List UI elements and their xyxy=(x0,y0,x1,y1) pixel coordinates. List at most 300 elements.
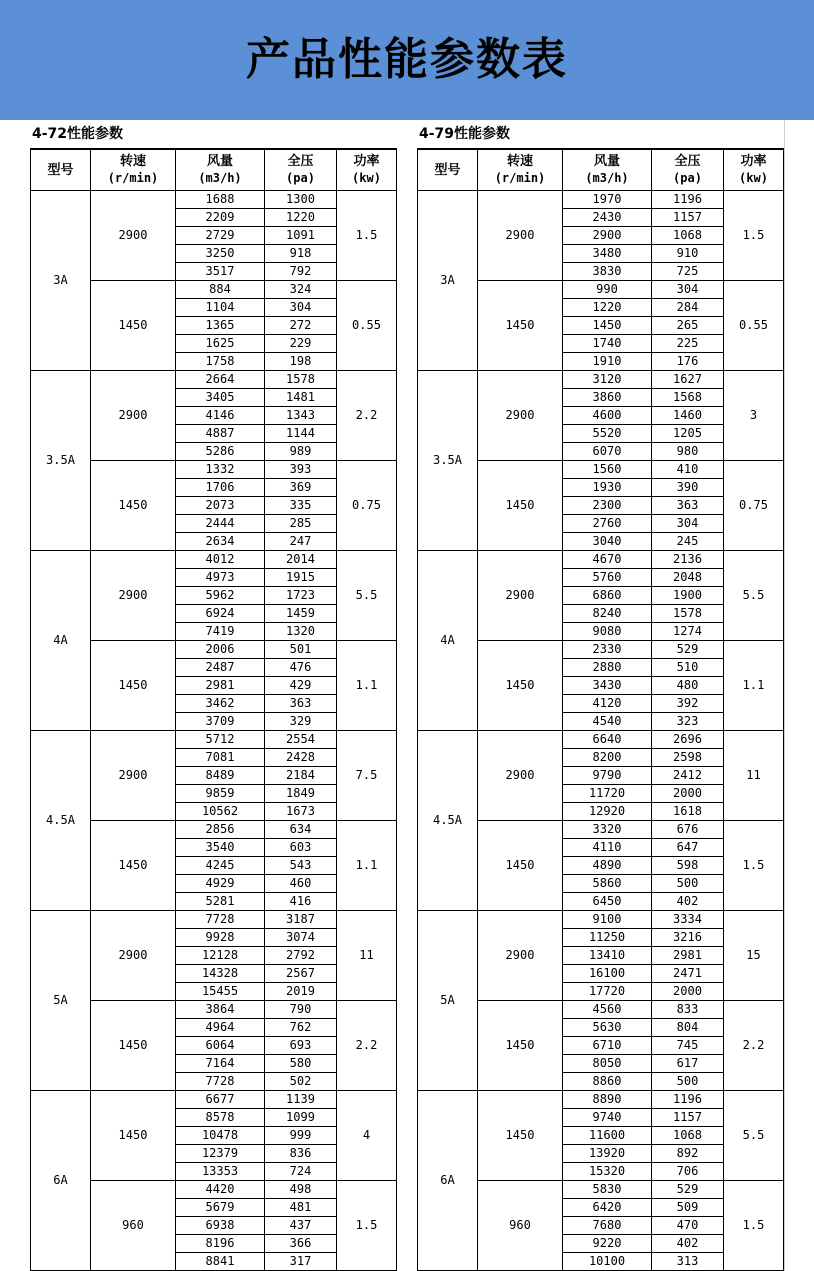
pressure-cell: 1274 xyxy=(652,623,724,641)
pressure-cell: 804 xyxy=(652,1019,724,1037)
airflow-cell: 8578 xyxy=(176,1109,265,1127)
speed-cell: 1450 xyxy=(478,1091,563,1181)
airflow-cell: 2900 xyxy=(563,227,652,245)
airflow-cell: 6064 xyxy=(176,1037,265,1055)
airflow-cell: 8841 xyxy=(176,1253,265,1271)
power-cell: 5.5 xyxy=(337,551,397,641)
power-cell: 11 xyxy=(337,911,397,1001)
title-banner xyxy=(0,0,814,120)
pressure-cell: 2000 xyxy=(652,785,724,803)
airflow-cell: 1706 xyxy=(176,479,265,497)
pressure-cell: 335 xyxy=(265,497,337,515)
pressure-cell: 2567 xyxy=(265,965,337,983)
airflow-cell: 2760 xyxy=(563,515,652,533)
speed-cell: 1450 xyxy=(478,821,563,911)
airflow-cell: 4560 xyxy=(563,1001,652,1019)
airflow-cell: 3250 xyxy=(176,245,265,263)
pressure-cell: 529 xyxy=(652,641,724,659)
pressure-cell: 2184 xyxy=(265,767,337,785)
pressure-cell: 476 xyxy=(265,659,337,677)
pressure-cell: 416 xyxy=(265,893,337,911)
pressure-cell: 2471 xyxy=(652,965,724,983)
airflow-cell: 4973 xyxy=(176,569,265,587)
airflow-cell: 4600 xyxy=(563,407,652,425)
header-row xyxy=(31,150,397,191)
airflow-cell: 1104 xyxy=(176,299,265,317)
pressure-cell: 1196 xyxy=(652,191,724,209)
airflow-cell: 6640 xyxy=(563,731,652,749)
pressure-cell: 2048 xyxy=(652,569,724,587)
model-cell: 4.5A xyxy=(31,731,91,911)
airflow-cell: 16100 xyxy=(563,965,652,983)
airflow-cell: 2006 xyxy=(176,641,265,659)
table-row xyxy=(31,551,397,569)
airflow-cell: 884 xyxy=(176,281,265,299)
pressure-cell: 1205 xyxy=(652,425,724,443)
speed-cell: 2900 xyxy=(478,371,563,461)
airflow-cell: 1740 xyxy=(563,335,652,353)
model-cell: 3A xyxy=(418,191,478,371)
pressure-cell: 501 xyxy=(265,641,337,659)
pressure-cell: 603 xyxy=(265,839,337,857)
airflow-cell: 1332 xyxy=(176,461,265,479)
airflow-cell: 2664 xyxy=(176,371,265,389)
airflow-cell: 7680 xyxy=(563,1217,652,1235)
pressure-cell: 329 xyxy=(265,713,337,731)
pressure-cell: 1220 xyxy=(265,209,337,227)
table-row xyxy=(418,911,784,929)
pressure-cell: 2019 xyxy=(265,983,337,1001)
airflow-cell: 3040 xyxy=(563,533,652,551)
model-cell: 4A xyxy=(31,551,91,731)
pressure-cell: 1144 xyxy=(265,425,337,443)
airflow-cell: 8200 xyxy=(563,749,652,767)
sheet-gridline xyxy=(784,120,785,1271)
speed-cell: 2900 xyxy=(478,731,563,821)
airflow-cell: 6450 xyxy=(563,893,652,911)
speed-cell: 2900 xyxy=(478,551,563,641)
table-row xyxy=(31,1091,397,1109)
pressure-cell: 1578 xyxy=(265,371,337,389)
airflow-cell: 5830 xyxy=(563,1181,652,1199)
power-cell: 1.1 xyxy=(337,641,397,731)
pressure-cell: 323 xyxy=(652,713,724,731)
pressure-cell: 304 xyxy=(652,515,724,533)
airflow-cell: 990 xyxy=(563,281,652,299)
pressure-cell: 1459 xyxy=(265,605,337,623)
pressure-cell: 460 xyxy=(265,875,337,893)
airflow-cell: 9100 xyxy=(563,911,652,929)
power-cell: 5.5 xyxy=(724,1091,784,1181)
airflow-cell: 4540 xyxy=(563,713,652,731)
pressure-cell: 313 xyxy=(652,1253,724,1271)
pressure-cell: 392 xyxy=(652,695,724,713)
pressure-cell: 2428 xyxy=(265,749,337,767)
airflow-cell: 10478 xyxy=(176,1127,265,1145)
pressure-cell: 285 xyxy=(265,515,337,533)
pressure-cell: 366 xyxy=(265,1235,337,1253)
airflow-cell: 5860 xyxy=(563,875,652,893)
table-body xyxy=(31,191,397,1271)
pressure-cell: 836 xyxy=(265,1145,337,1163)
header-pressure: 全压 (pa) xyxy=(652,150,724,191)
pressure-cell: 598 xyxy=(652,857,724,875)
pressure-cell: 498 xyxy=(265,1181,337,1199)
airflow-cell: 5679 xyxy=(176,1199,265,1217)
pressure-cell: 363 xyxy=(265,695,337,713)
speed-cell: 2900 xyxy=(91,731,176,821)
power-cell: 2.2 xyxy=(337,371,397,461)
pressure-cell: 1139 xyxy=(265,1091,337,1109)
pressure-cell: 910 xyxy=(652,245,724,263)
speed-cell: 1450 xyxy=(91,821,176,911)
power-cell: 0.55 xyxy=(337,281,397,371)
pressure-cell: 500 xyxy=(652,875,724,893)
pressure-cell: 1343 xyxy=(265,407,337,425)
airflow-cell: 7728 xyxy=(176,1073,265,1091)
airflow-cell: 2729 xyxy=(176,227,265,245)
speed-cell: 2900 xyxy=(91,371,176,461)
airflow-cell: 2073 xyxy=(176,497,265,515)
pressure-cell: 1915 xyxy=(265,569,337,587)
model-cell: 6A xyxy=(418,1091,478,1271)
airflow-cell: 3430 xyxy=(563,677,652,695)
speed-cell: 960 xyxy=(478,1181,563,1271)
power-cell: 1.5 xyxy=(337,1181,397,1271)
speed-cell: 2900 xyxy=(478,191,563,281)
pressure-cell: 792 xyxy=(265,263,337,281)
airflow-cell: 3120 xyxy=(563,371,652,389)
airflow-cell: 1560 xyxy=(563,461,652,479)
pressure-cell: 500 xyxy=(652,1073,724,1091)
pressure-cell: 2000 xyxy=(652,983,724,1001)
model-cell: 6A xyxy=(31,1091,91,1271)
power-cell: 1.1 xyxy=(337,821,397,911)
airflow-cell: 6677 xyxy=(176,1091,265,1109)
power-cell: 0.75 xyxy=(337,461,397,551)
power-cell: 1.5 xyxy=(724,191,784,281)
pressure-cell: 980 xyxy=(652,443,724,461)
airflow-cell: 2856 xyxy=(176,821,265,839)
power-cell: 0.75 xyxy=(724,461,784,551)
airflow-cell: 6710 xyxy=(563,1037,652,1055)
table-title: 4-79性能参数 xyxy=(417,120,784,149)
table-row xyxy=(31,911,397,929)
pressure-cell: 393 xyxy=(265,461,337,479)
model-cell: 5A xyxy=(31,911,91,1091)
pressure-cell: 1673 xyxy=(265,803,337,821)
power-cell: 2.2 xyxy=(724,1001,784,1091)
airflow-cell: 11720 xyxy=(563,785,652,803)
airflow-cell: 12128 xyxy=(176,947,265,965)
airflow-cell: 1970 xyxy=(563,191,652,209)
airflow-cell: 4245 xyxy=(176,857,265,875)
airflow-cell: 5760 xyxy=(563,569,652,587)
airflow-cell: 15320 xyxy=(563,1163,652,1181)
table-panel-4-72 xyxy=(30,120,397,1271)
pressure-cell: 634 xyxy=(265,821,337,839)
airflow-cell: 3462 xyxy=(176,695,265,713)
pressure-cell: 324 xyxy=(265,281,337,299)
power-cell: 1.5 xyxy=(724,821,784,911)
airflow-cell: 7081 xyxy=(176,749,265,767)
pressure-cell: 2014 xyxy=(265,551,337,569)
pressure-cell: 3216 xyxy=(652,929,724,947)
airflow-cell: 2300 xyxy=(563,497,652,515)
speed-cell: 1450 xyxy=(91,461,176,551)
airflow-cell: 3830 xyxy=(563,263,652,281)
pressure-cell: 437 xyxy=(265,1217,337,1235)
airflow-cell: 11600 xyxy=(563,1127,652,1145)
pressure-cell: 245 xyxy=(652,533,724,551)
airflow-cell: 2209 xyxy=(176,209,265,227)
header-pressure: 全压 (pa) xyxy=(265,150,337,191)
airflow-cell: 1910 xyxy=(563,353,652,371)
pressure-cell: 1578 xyxy=(652,605,724,623)
pressure-cell: 790 xyxy=(265,1001,337,1019)
table-body xyxy=(418,191,784,1271)
airflow-cell: 11250 xyxy=(563,929,652,947)
airflow-cell: 15455 xyxy=(176,983,265,1001)
pressure-cell: 470 xyxy=(652,1217,724,1235)
pressure-cell: 1157 xyxy=(652,1109,724,1127)
airflow-cell: 8240 xyxy=(563,605,652,623)
speed-cell: 2900 xyxy=(91,551,176,641)
table-row xyxy=(418,1091,784,1109)
speed-cell: 960 xyxy=(91,1181,176,1271)
airflow-cell: 6924 xyxy=(176,605,265,623)
pressure-cell: 402 xyxy=(652,1235,724,1253)
pressure-cell: 509 xyxy=(652,1199,724,1217)
pressure-cell: 762 xyxy=(265,1019,337,1037)
pressure-cell: 1723 xyxy=(265,587,337,605)
pressure-cell: 317 xyxy=(265,1253,337,1271)
airflow-cell: 2430 xyxy=(563,209,652,227)
pressure-cell: 2554 xyxy=(265,731,337,749)
header-row xyxy=(418,150,784,191)
airflow-cell: 3405 xyxy=(176,389,265,407)
speed-cell: 1450 xyxy=(91,641,176,731)
table-row xyxy=(31,371,397,389)
pressure-cell: 1099 xyxy=(265,1109,337,1127)
power-cell: 7.5 xyxy=(337,731,397,821)
airflow-cell: 3517 xyxy=(176,263,265,281)
airflow-cell: 4110 xyxy=(563,839,652,857)
pressure-cell: 543 xyxy=(265,857,337,875)
model-cell: 5A xyxy=(418,911,478,1091)
pressure-cell: 198 xyxy=(265,353,337,371)
pressure-cell: 247 xyxy=(265,533,337,551)
model-cell: 4A xyxy=(418,551,478,731)
airflow-cell: 4890 xyxy=(563,857,652,875)
pressure-cell: 1627 xyxy=(652,371,724,389)
header-speed: 转速 (r/min) xyxy=(91,150,176,191)
airflow-cell: 1450 xyxy=(563,317,652,335)
airflow-cell: 8196 xyxy=(176,1235,265,1253)
pressure-cell: 272 xyxy=(265,317,337,335)
pressure-cell: 480 xyxy=(652,677,724,695)
airflow-cell: 8890 xyxy=(563,1091,652,1109)
pressure-cell: 2981 xyxy=(652,947,724,965)
header-airflow: 风量 (m3/h) xyxy=(176,150,265,191)
airflow-cell: 10562 xyxy=(176,803,265,821)
pressure-cell: 1068 xyxy=(652,227,724,245)
pressure-cell: 176 xyxy=(652,353,724,371)
airflow-cell: 8489 xyxy=(176,767,265,785)
airflow-cell: 4120 xyxy=(563,695,652,713)
pressure-cell: 429 xyxy=(265,677,337,695)
header-model: 型号 xyxy=(31,150,91,191)
airflow-cell: 2330 xyxy=(563,641,652,659)
pressure-cell: 510 xyxy=(652,659,724,677)
pressure-cell: 304 xyxy=(265,299,337,317)
pressure-cell: 284 xyxy=(652,299,724,317)
model-cell: 4.5A xyxy=(418,731,478,911)
airflow-cell: 5630 xyxy=(563,1019,652,1037)
header-power: 功率 (kw) xyxy=(724,150,784,191)
airflow-cell: 4964 xyxy=(176,1019,265,1037)
airflow-cell: 1220 xyxy=(563,299,652,317)
page-title: 产品性能参数表 xyxy=(246,34,568,85)
speed-cell: 1450 xyxy=(478,281,563,371)
power-cell: 15 xyxy=(724,911,784,1001)
airflow-cell: 14328 xyxy=(176,965,265,983)
power-cell: 0.55 xyxy=(724,281,784,371)
power-cell: 5.5 xyxy=(724,551,784,641)
table-row xyxy=(31,191,397,209)
airflow-cell: 6070 xyxy=(563,443,652,461)
speed-cell: 1450 xyxy=(91,281,176,371)
pressure-cell: 229 xyxy=(265,335,337,353)
pressure-cell: 706 xyxy=(652,1163,724,1181)
power-cell: 1.5 xyxy=(337,191,397,281)
pressure-cell: 369 xyxy=(265,479,337,497)
pressure-cell: 1091 xyxy=(265,227,337,245)
airflow-cell: 9928 xyxy=(176,929,265,947)
power-cell: 3 xyxy=(724,371,784,461)
pressure-cell: 989 xyxy=(265,443,337,461)
airflow-cell: 1365 xyxy=(176,317,265,335)
performance-table xyxy=(30,149,397,1271)
pressure-cell: 304 xyxy=(652,281,724,299)
pressure-cell: 1618 xyxy=(652,803,724,821)
airflow-cell: 13353 xyxy=(176,1163,265,1181)
airflow-cell: 3540 xyxy=(176,839,265,857)
airflow-cell: 12920 xyxy=(563,803,652,821)
airflow-cell: 3320 xyxy=(563,821,652,839)
airflow-cell: 9790 xyxy=(563,767,652,785)
pressure-cell: 647 xyxy=(652,839,724,857)
airflow-cell: 6420 xyxy=(563,1199,652,1217)
pressure-cell: 1460 xyxy=(652,407,724,425)
pressure-cell: 724 xyxy=(265,1163,337,1181)
pressure-cell: 3334 xyxy=(652,911,724,929)
airflow-cell: 4670 xyxy=(563,551,652,569)
airflow-cell: 2880 xyxy=(563,659,652,677)
performance-table xyxy=(417,149,784,1271)
pressure-cell: 1849 xyxy=(265,785,337,803)
pressure-cell: 1300 xyxy=(265,191,337,209)
pressure-cell: 745 xyxy=(652,1037,724,1055)
header-model: 型号 xyxy=(418,150,478,191)
airflow-cell: 12379 xyxy=(176,1145,265,1163)
model-cell: 3.5A xyxy=(31,371,91,551)
pressure-cell: 1196 xyxy=(652,1091,724,1109)
pressure-cell: 1320 xyxy=(265,623,337,641)
model-cell: 3.5A xyxy=(418,371,478,551)
airflow-cell: 13410 xyxy=(563,947,652,965)
airflow-cell: 9220 xyxy=(563,1235,652,1253)
power-cell: 4 xyxy=(337,1091,397,1181)
pressure-cell: 580 xyxy=(265,1055,337,1073)
pressure-cell: 265 xyxy=(652,317,724,335)
airflow-cell: 5520 xyxy=(563,425,652,443)
header-airflow: 风量 (m3/h) xyxy=(563,150,652,191)
airflow-cell: 4929 xyxy=(176,875,265,893)
pressure-cell: 725 xyxy=(652,263,724,281)
speed-cell: 1450 xyxy=(478,461,563,551)
airflow-cell: 4012 xyxy=(176,551,265,569)
power-cell: 1.1 xyxy=(724,641,784,731)
speed-cell: 2900 xyxy=(91,911,176,1001)
pressure-cell: 2792 xyxy=(265,947,337,965)
airflow-cell: 7164 xyxy=(176,1055,265,1073)
airflow-cell: 5712 xyxy=(176,731,265,749)
pressure-cell: 617 xyxy=(652,1055,724,1073)
header-power: 功率 (kw) xyxy=(337,150,397,191)
airflow-cell: 3480 xyxy=(563,245,652,263)
table-row xyxy=(418,551,784,569)
pressure-cell: 693 xyxy=(265,1037,337,1055)
airflow-cell: 17720 xyxy=(563,983,652,1001)
airflow-cell: 5281 xyxy=(176,893,265,911)
pressure-cell: 402 xyxy=(652,893,724,911)
pressure-cell: 2136 xyxy=(652,551,724,569)
airflow-cell: 8860 xyxy=(563,1073,652,1091)
airflow-cell: 6860 xyxy=(563,587,652,605)
table-panel-4-79 xyxy=(417,120,784,1271)
pressure-cell: 833 xyxy=(652,1001,724,1019)
speed-cell: 2900 xyxy=(478,911,563,1001)
pressure-cell: 410 xyxy=(652,461,724,479)
airflow-cell: 7419 xyxy=(176,623,265,641)
pressure-cell: 999 xyxy=(265,1127,337,1145)
speed-cell: 2900 xyxy=(91,191,176,281)
airflow-cell: 4146 xyxy=(176,407,265,425)
airflow-cell: 2981 xyxy=(176,677,265,695)
pressure-cell: 363 xyxy=(652,497,724,515)
airflow-cell: 2444 xyxy=(176,515,265,533)
airflow-cell: 1758 xyxy=(176,353,265,371)
header-speed: 转速 (r/min) xyxy=(478,150,563,191)
airflow-cell: 8050 xyxy=(563,1055,652,1073)
airflow-cell: 3864 xyxy=(176,1001,265,1019)
airflow-cell: 9080 xyxy=(563,623,652,641)
speed-cell: 1450 xyxy=(91,1001,176,1091)
pressure-cell: 1157 xyxy=(652,209,724,227)
airflow-cell: 5286 xyxy=(176,443,265,461)
pressure-cell: 1900 xyxy=(652,587,724,605)
airflow-cell: 2634 xyxy=(176,533,265,551)
airflow-cell: 6938 xyxy=(176,1217,265,1235)
power-cell: 2.2 xyxy=(337,1001,397,1091)
airflow-cell: 4887 xyxy=(176,425,265,443)
airflow-cell: 2487 xyxy=(176,659,265,677)
pressure-cell: 676 xyxy=(652,821,724,839)
pressure-cell: 2412 xyxy=(652,767,724,785)
airflow-cell: 4420 xyxy=(176,1181,265,1199)
pressure-cell: 918 xyxy=(265,245,337,263)
